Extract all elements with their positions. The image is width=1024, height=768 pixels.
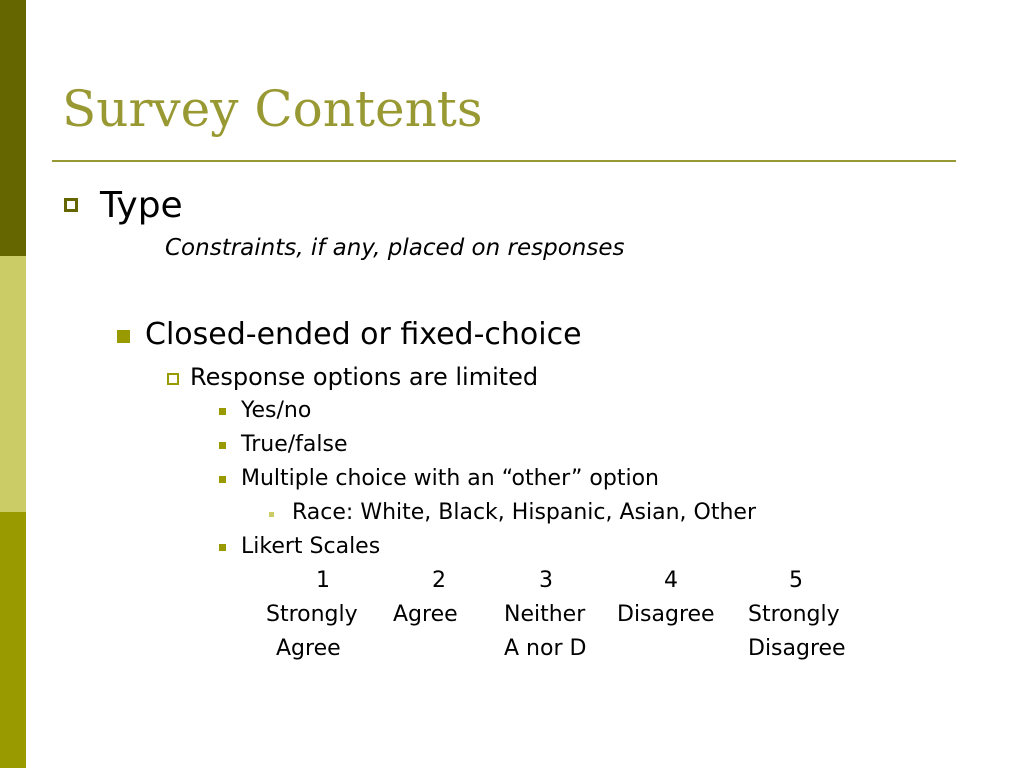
bullet-likert-scales: Likert Scales xyxy=(241,534,381,559)
hollow-square-bullet-icon xyxy=(64,198,78,212)
likert-number: 2 xyxy=(432,568,446,593)
bullet-response-options: Response options are limited xyxy=(190,363,539,391)
likert-label: Agree xyxy=(393,602,458,627)
bullet-multiple-choice: Multiple choice with an “other” option xyxy=(241,466,659,491)
bullet-closed-ended: Closed-ended or fixed-choice xyxy=(145,317,582,352)
title-divider xyxy=(52,160,956,162)
likert-label: Neither xyxy=(504,602,586,627)
small-square-bullet-icon xyxy=(219,442,226,449)
likert-number: 5 xyxy=(789,568,803,593)
likert-number: 3 xyxy=(539,568,553,593)
side-bar-bottom xyxy=(0,512,26,768)
likert-label: Disagree xyxy=(748,636,846,661)
slide-title: Survey Contents xyxy=(62,80,483,138)
small-square-bullet-icon xyxy=(219,544,226,551)
side-bar-top xyxy=(0,0,26,256)
bullet-type: Type xyxy=(100,185,183,226)
small-square-bullet-icon xyxy=(219,408,226,415)
type-subtitle: Constraints, if any, placed on responses xyxy=(165,235,625,261)
likert-number: 1 xyxy=(316,568,330,593)
side-bar-middle xyxy=(0,256,26,512)
small-square-bullet-icon xyxy=(219,476,226,483)
bullet-true-false: True/false xyxy=(241,432,348,457)
likert-label: Agree xyxy=(276,636,341,661)
tiny-square-bullet-icon xyxy=(269,512,274,517)
likert-number: 4 xyxy=(664,568,678,593)
likert-label: Strongly xyxy=(266,602,358,627)
likert-label: Strongly xyxy=(748,602,840,627)
likert-label: A nor D xyxy=(504,636,587,661)
filled-square-bullet-icon xyxy=(117,330,130,343)
bullet-yes-no: Yes/no xyxy=(241,398,312,423)
bullet-race: Race: White, Black, Hispanic, Asian, Other xyxy=(292,500,756,525)
likert-label: Disagree xyxy=(617,602,715,627)
hollow-square-bullet-icon xyxy=(167,373,179,385)
